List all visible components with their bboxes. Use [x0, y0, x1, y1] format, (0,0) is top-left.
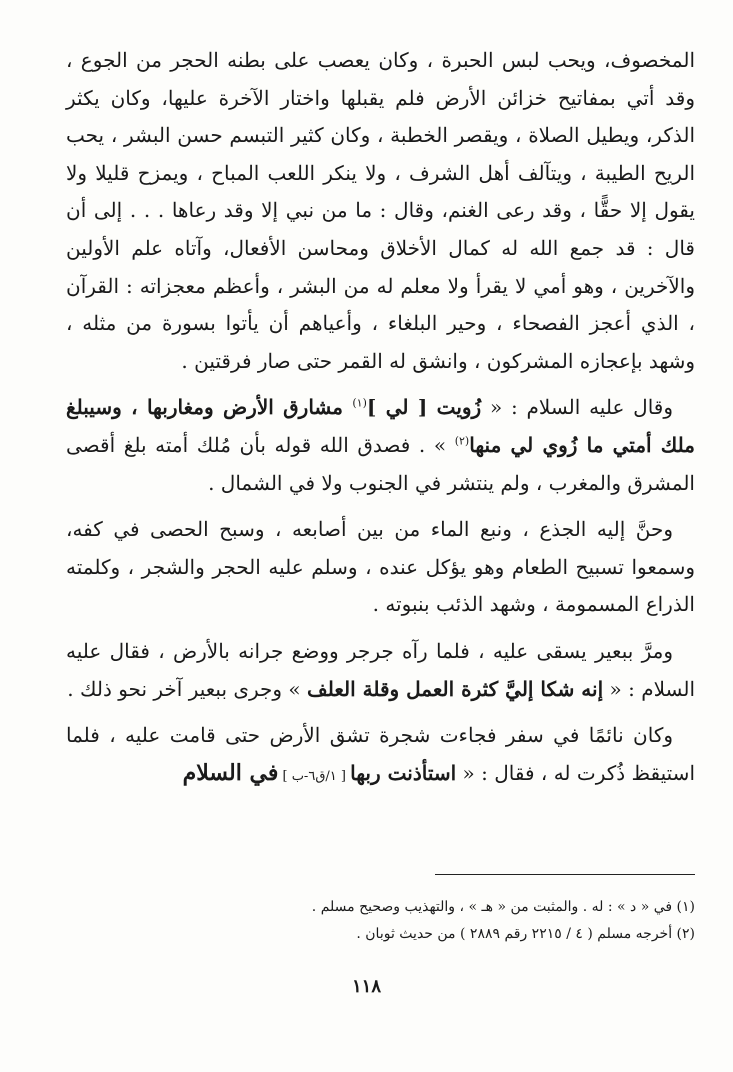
- hadith-quote: إنه شكا إليَّ كثرة العمل وقلة العلف: [307, 676, 604, 701]
- hadith-quote: في السلام: [182, 759, 279, 786]
- footnote-reference: (١): [352, 396, 367, 410]
- footnote-separator: [435, 874, 695, 875]
- footnote-reference: (٢): [454, 434, 470, 448]
- text-segment: » . فصدق الله قوله بأن مُلك أمته بلغ أقصى المشرق والمغرب ، ولم ينتشر في الجنوب ولا في الشمال .: [66, 432, 695, 495]
- text-segment: المخصوف، ويحب لبس الحبرة ، وكان يعصب على بطنه الحجر من الجوع ، وقد أتي بمفاتيح خزائن الأرض فلم يقبلها واختار الآخرة عليها، وكان يكثر الذكر، ويطيل الصلاة ، ويقصر الخطبة ، وكان كثير التبسم حسن البشر ، يحب الريح الطيبة ، ويتآلف أهل الشرف ، ولا ينكر اللعب المباح ، ويمزح قليلا ولا يقول إلا حقًّا ، وقد رعى الغنم، وقال : ما من نبي إلا وقد رعاها . . . إلى أن قال : قد جمع الله له كمال الأخلاق ومحاسن الأفعال، وآتاه علم الأولين والآخرين ، وهو أمي لا يقرأ ولا معلم له من البشر ، وأعظم معجزاته : القرآن ، الذي أعجز الفصحاء ، وحير البلغاء ، وأعياهم أن يأتوا بسورة من مثله ، وشهد بإعجازه المشركون ، وانشق له القمر حتى صار فرقتين .: [66, 48, 695, 373]
- text-segment: [ ١/ق٦-ب ]: [278, 768, 351, 784]
- text-segment: ومرَّ ببعير يسقى عليه ، فلما رآه جرجر ووضع جرانه بالأرض ، فقال عليه السلام : «: [66, 638, 695, 701]
- footnotes: [66, 894, 695, 948]
- main-text-block: [66, 42, 695, 795]
- hadith-quote: مشارق الأرض ومغاربها ، وسيبلغ ملك أمتي ما زُوي لي منها: [66, 395, 695, 457]
- paragraph: [66, 633, 695, 708]
- page-number: ١١٨: [351, 976, 381, 997]
- text-segment: وقال عليه السلام : «: [481, 395, 674, 420]
- hadith-quote: زُويت [ لي ]: [366, 395, 482, 420]
- footnote-1: (١) في « د » : له . والمثبت من « هـ » ، والتهذيب وصحيح مسلم .: [311, 899, 695, 915]
- paragraph: [66, 42, 695, 380]
- paragraph: [66, 511, 695, 624]
- paragraph: [66, 389, 695, 502]
- text-segment: » وجرى ببعير آخر نحو ذلك .: [67, 676, 308, 701]
- text-segment: وكان نائمًا في سفر فجاءت شجرة تشق الأرض حتى قامت عليه ، فلما استيقظ ذُكرت له ، فقال : «: [66, 723, 695, 785]
- text-segment: وحنَّ إليه الجذع ، ونبع الماء من بين أصابعه ، وسبح الحصى في كفه، وسمعوا تسبيح الطعام وهو يؤكل عنده ، وسلم عليه الحجر والشجر ، وكلمته الذراع المسمومة ، وشهد الذئب بنبوته .: [66, 517, 695, 617]
- paragraph: [66, 717, 695, 795]
- footnote-2: (٢) أخرجه مسلم ( ٤ / ٢٢١٥ رقم ٢٨٨٩ ) من حديث ثوبان .: [356, 926, 695, 942]
- hadith-quote: استأذنت ربها: [350, 760, 457, 785]
